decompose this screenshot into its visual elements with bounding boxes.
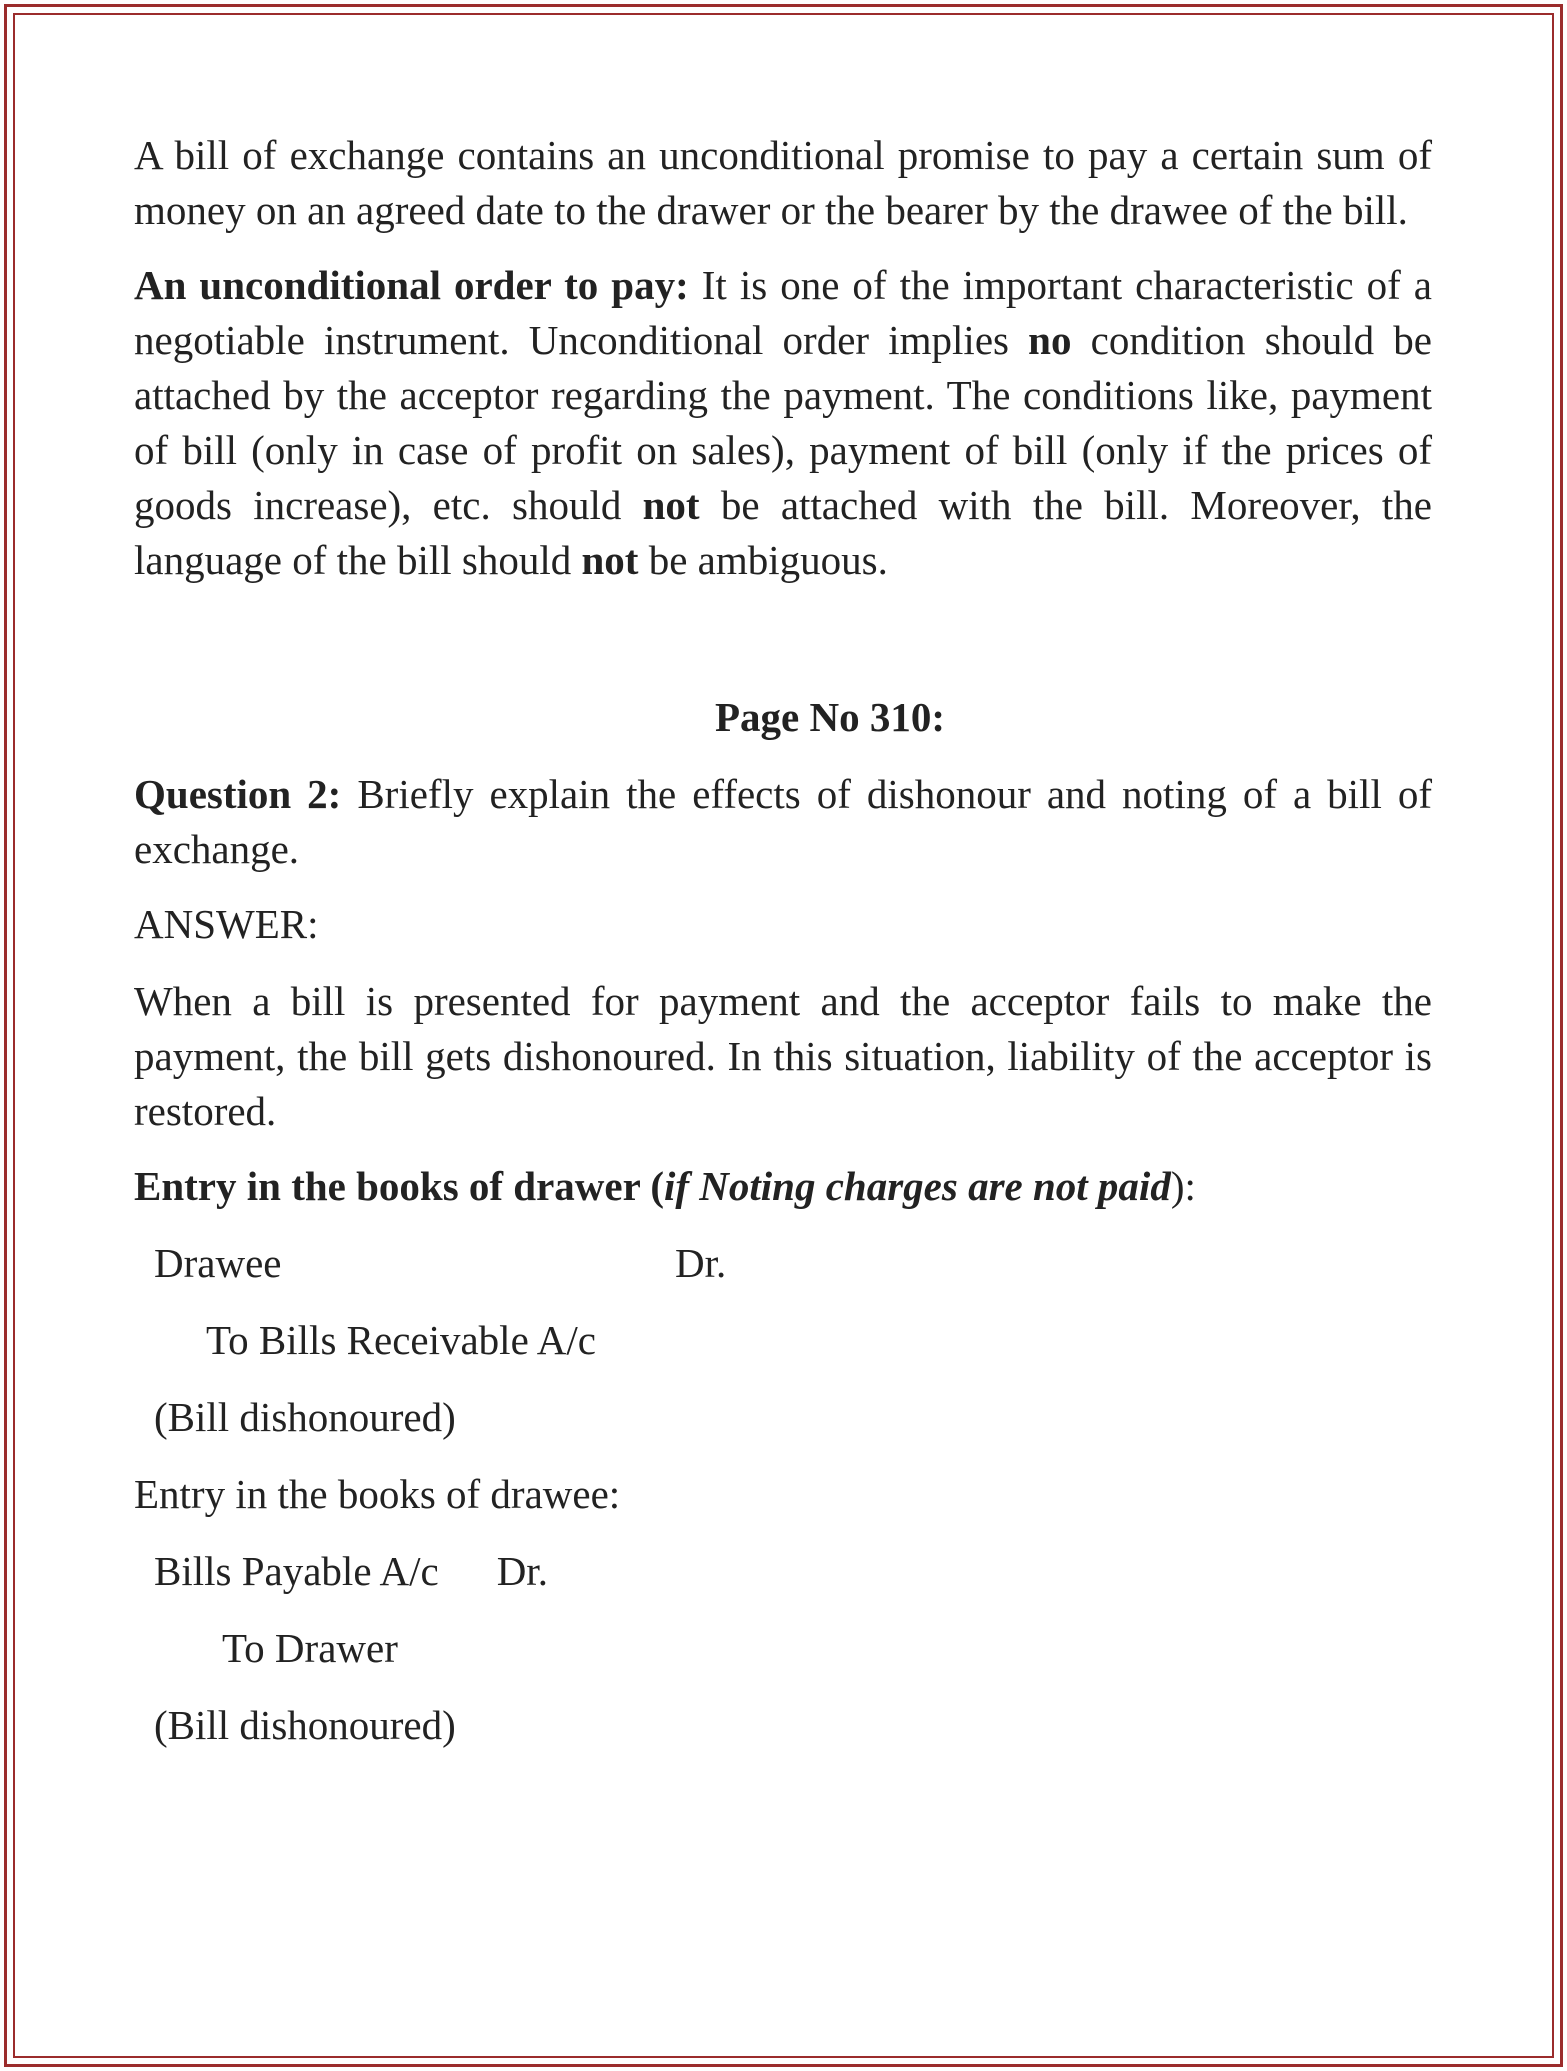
drawer-entry-heading: [134, 1159, 1432, 1214]
drawer-narration: (Bill dishonoured): [154, 1394, 456, 1440]
page-number-heading: Page No 310:: [714, 694, 945, 740]
emphasis-no: no: [1028, 317, 1072, 363]
drawee-debit-mark: Dr.: [496, 1548, 548, 1594]
unconditional-text-4: be ambiguous.: [638, 537, 888, 583]
intro-paragraph: [134, 128, 1432, 238]
drawee-debit-account: Bills Payable A/c: [154, 1548, 439, 1594]
question-text: Briefly explain the effects of dishonour and noting of a bill of exchange.: [134, 771, 1432, 872]
question-paragraph: [134, 767, 1432, 877]
drawer-debit-row: [134, 1236, 1432, 1291]
drawee-debit-row: [134, 1544, 1432, 1599]
drawer-heading-start: Entry in the books of drawer (: [134, 1163, 664, 1209]
drawer-credit-account: To Bills Receivable A/c: [206, 1317, 596, 1363]
emphasis-not-1: not: [642, 482, 700, 528]
emphasis-not-2: not: [581, 537, 639, 583]
unconditional-text-1: It is one of the important characteristic of a negotiable instrument. Unconditional order implies: [134, 262, 1432, 363]
drawer-debit-account: Drawee: [154, 1240, 282, 1286]
answer-text: When a bill is presented for payment and the acceptor fails to make the payment, the bill gets dishonoured. In this situation, liability of the acceptor is restored.: [134, 978, 1432, 1134]
answer-label: ANSWER:: [134, 901, 319, 947]
drawee-credit-account: To Drawer: [222, 1625, 398, 1671]
drawee-entry-heading: Entry in the books of drawee:: [134, 1471, 621, 1517]
drawer-heading-end: ):: [1170, 1163, 1196, 1209]
answer-paragraph: [134, 974, 1432, 1139]
document-content: [134, 128, 1432, 1775]
unconditional-text-2: condition should be attached by the acceptor regarding the payment. The conditions like, payment of bill (only in case of profit on sales), payment of bill (only if the prices of goods increase), etc. should: [134, 317, 1432, 528]
question-label: Question 2:: [134, 771, 342, 817]
unconditional-text-3: be attached with the bill. Moreover, the language of the bill should: [134, 482, 1432, 583]
unconditional-heading: An unconditional order to pay:: [134, 262, 689, 308]
drawer-heading-condition: if Noting charges are not paid: [663, 1163, 1171, 1209]
unconditional-paragraph: [134, 258, 1432, 588]
drawee-narration: (Bill dishonoured): [154, 1702, 456, 1748]
intro-text: A bill of exchange contains an unconditional promise to pay a certain sum of money on an agreed date to the drawer or the bearer by the drawee of the bill.: [134, 132, 1432, 233]
drawer-debit-mark: Dr.: [675, 1240, 727, 1286]
